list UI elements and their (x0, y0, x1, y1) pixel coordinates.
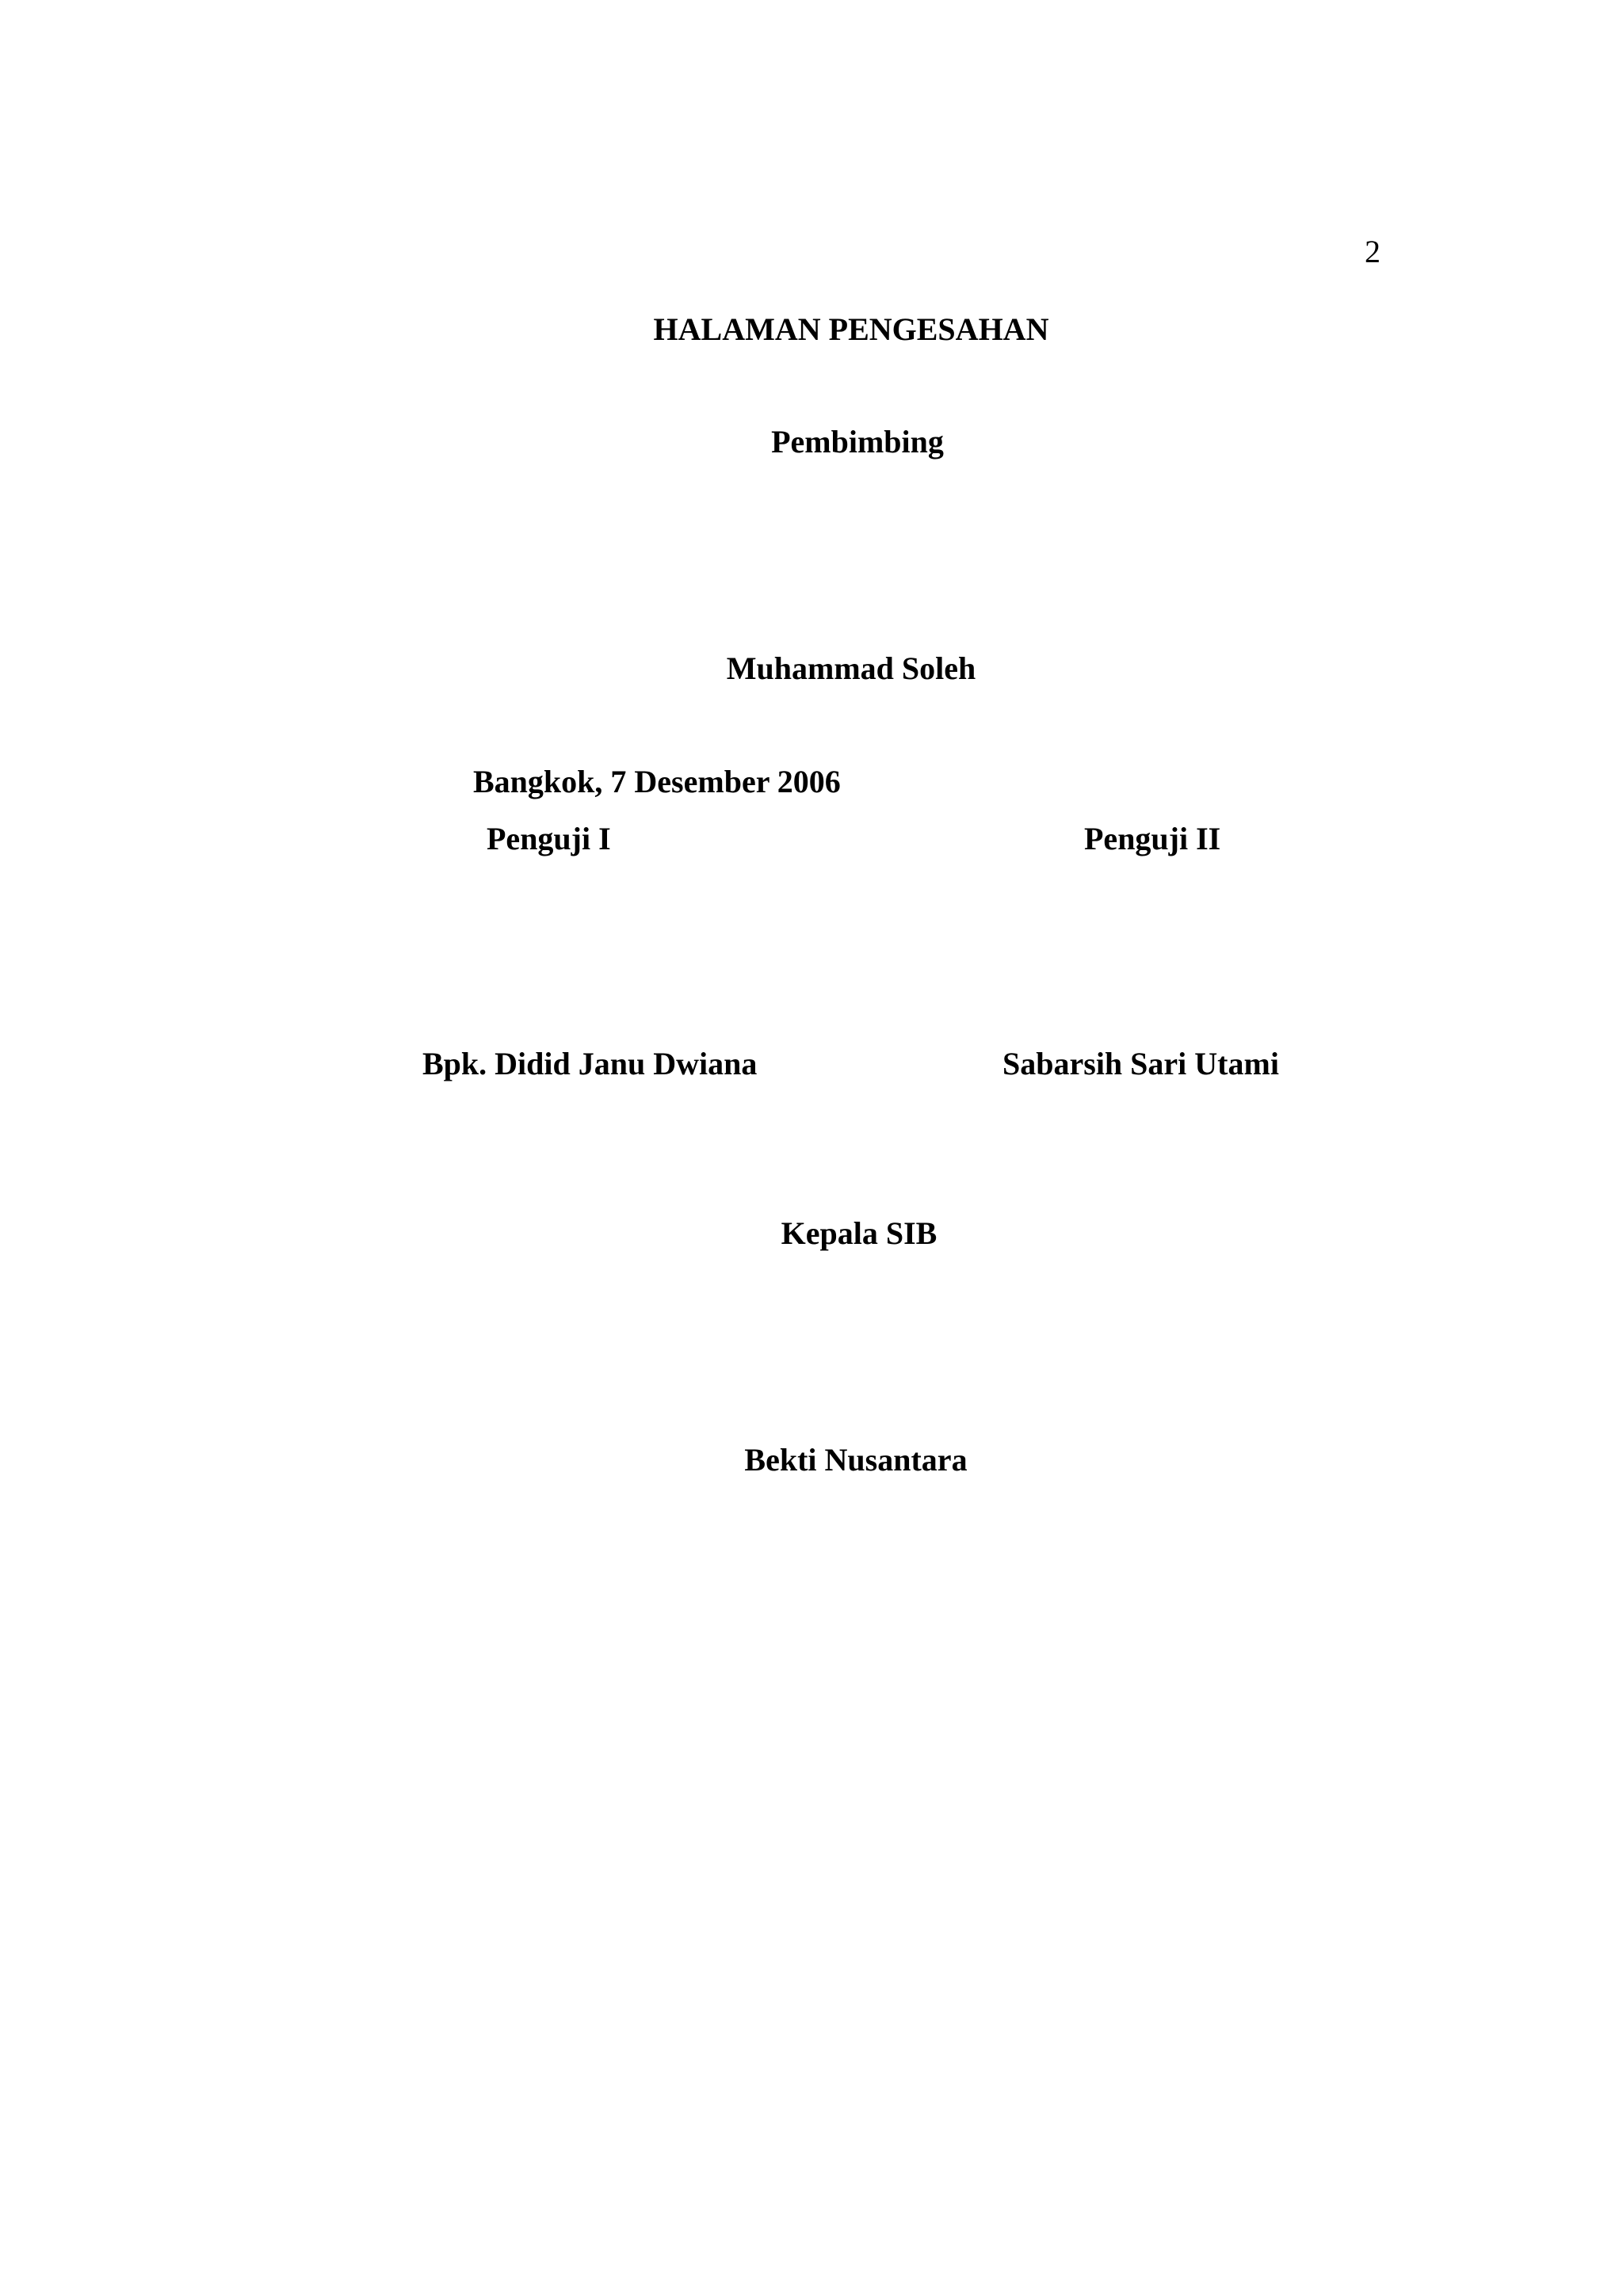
examiner-1-label: Penguji I (487, 821, 611, 856)
examiner-1-name: Bpk. Didid Janu Dwiana (422, 1046, 758, 1081)
examiner-2-name: Sabarsih Sari Utami (1002, 1046, 1279, 1081)
page-title: HALAMAN PENGESAHAN (653, 311, 1049, 347)
advisor-label: Pembimbing (771, 424, 944, 460)
head-name: Bekti Nusantara (744, 1442, 968, 1478)
advisor-name: Muhammad Soleh (726, 650, 976, 686)
examiner-2-label: Penguji II (1084, 821, 1221, 856)
place-date: Bangkok, 7 Desember 2006 (473, 764, 841, 799)
page-number: 2 (1365, 234, 1381, 269)
head-label: Kepala SIB (781, 1215, 938, 1251)
